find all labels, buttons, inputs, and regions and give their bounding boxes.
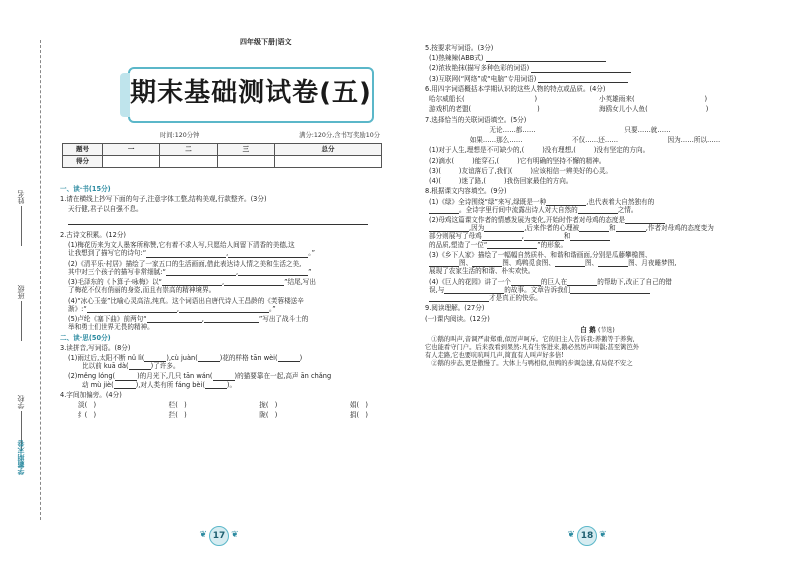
q8-text: ,因为 [469, 224, 485, 233]
q7-text: )友谊落后了,我们( [458, 166, 513, 175]
q6-item[interactable] [429, 105, 599, 113]
score-cell[interactable] [160, 156, 217, 168]
reading-title-text: 白 鹅 [580, 325, 596, 334]
school-label: 学校 [16, 395, 25, 409]
exam-meta [160, 132, 380, 140]
q8-text: 图、 [584, 259, 599, 268]
q8-text: (1)《绿》全诗围绕“绿”来写,绿既是一种 [429, 197, 547, 206]
conjunction-options [425, 136, 745, 144]
radical-item[interactable]: 陇( ) [259, 411, 278, 420]
q7-text: )没有理想,( [542, 146, 576, 155]
copy-text: 天行健,君子以自强不息。 [68, 205, 143, 214]
radical-grid [78, 411, 368, 419]
q8-1 [425, 198, 770, 214]
answer-blank[interactable] [228, 251, 308, 258]
q2-2-end: ” [308, 267, 312, 276]
q3-text: (1)雨过后,太阳不断 nǔ lì( [68, 353, 145, 362]
q2-5-text: (5)卢纶《塞下曲》前两句“ [68, 315, 147, 324]
q8-text: , [521, 232, 524, 241]
q8-text: 展现了农家生活的和谐、朴实欢快。 [429, 267, 535, 276]
q5-1 [425, 54, 770, 62]
score-info: 满分:120分,含书写奖励10分 [299, 132, 380, 139]
score-table-header [63, 144, 382, 156]
radical-char: 拢( [259, 401, 269, 410]
radical-item[interactable]: 娟( ) [349, 401, 368, 410]
q7-1 [425, 146, 770, 154]
q7-text: (3)( [429, 166, 441, 175]
q2-3-end: 了梅花不仅有俏丽的身姿,而且有崇高的精神境界。 [68, 286, 216, 295]
q7-text: )我伤回家最佳的方向。 [503, 177, 573, 186]
q8-4 [425, 278, 770, 303]
q2-1-prompt: 让我想到了描写它的诗句:“ [68, 249, 147, 258]
table-cell: 二 [160, 144, 217, 156]
q3-text: ),cù juàn( [166, 353, 198, 362]
reading-title [425, 326, 770, 335]
q3-text: ),对人类有所 fáng bèi( [135, 380, 205, 389]
class-blank[interactable] [21, 301, 22, 341]
conjunction-options [425, 126, 715, 134]
conjunction-option: 如果……那么…… [469, 136, 523, 145]
binding-cut-line [40, 40, 41, 520]
reading-passage [425, 336, 770, 367]
radical-grid [78, 401, 368, 409]
q8-text: 误,与 [429, 285, 445, 294]
q5-text: (1)热辣辣(ABB式) [429, 54, 484, 63]
page-number-value: 17 [209, 526, 229, 546]
q9-subsection: (一)课内阅读。(12分) [425, 314, 490, 323]
q2-2: (2)《清平乐·村居》描绘了一家五口的生活画面,借此表达诗人情之美和生活之美, 其中对三个孩子的描写非常细腻:“ , ” [68, 259, 312, 276]
radical-item[interactable]: 淡( ) [78, 401, 97, 410]
question-9: 9.阅读理解。(27分) [425, 304, 485, 313]
binding-strip [4, 40, 50, 520]
q8-text: 之情。 [617, 205, 638, 214]
radical-char: 娟( [349, 401, 360, 410]
q8-text: (4)《巨人的花园》讲了一个 [429, 277, 511, 286]
question-6: 6.用四字词语概括本学期认识的这些人物的特点或品质。(4分) [425, 84, 606, 93]
q2-1-text: (1)梅花历来为文人墨客所称赞,它有着不求人写,只愿给人间留下清香的美德,这 [68, 241, 295, 250]
q8-text: 和 [563, 232, 571, 241]
radical-item[interactable]: 栏( ) [168, 401, 187, 410]
radical-item[interactable]: 拢( ) [259, 401, 278, 410]
q7-text: )没有坚定的方向。 [593, 146, 650, 155]
q8-text: 和 [609, 224, 616, 233]
answer-blank[interactable] [224, 279, 284, 286]
radical-char: 淡( [78, 401, 88, 410]
title-banner [128, 67, 374, 123]
answer-blank[interactable] [114, 382, 136, 389]
answer-blank[interactable] [87, 306, 177, 313]
q7-text: (2)滴水( [429, 156, 455, 165]
answer-blank[interactable] [570, 287, 650, 294]
page-number-value: 18 [577, 526, 597, 546]
copy-line[interactable] [68, 218, 368, 225]
q7-3 [425, 167, 770, 175]
answer-blank[interactable] [567, 279, 597, 286]
radical-char: 陇( [259, 411, 269, 420]
conjunction-option: 因为……所以…… [667, 136, 721, 145]
q8-3 [425, 251, 770, 276]
q6-text: 哈尔威船长( [429, 95, 465, 104]
q8-text: ”的形象。 [537, 240, 568, 249]
passage-line: 它也能看守门户。后来我看到果然:凡有生客进来,鹅必然厉声叫嚣;甚至篱笆外 [425, 344, 640, 352]
q5-3 [425, 75, 770, 83]
grade-label: 四年级下册|语文 [240, 38, 292, 46]
right-questions [425, 44, 770, 368]
question-4: 4.字间加偏旁。(4分) [60, 390, 122, 399]
q2-3-text: (3)毛泽东的《卜算子·咏梅》以“ [68, 278, 162, 287]
q2-4-prompt: 渐》:“ [68, 304, 87, 313]
answer-blank[interactable] [511, 279, 541, 286]
page-number [189, 526, 249, 548]
leaf-icon: ❦ [599, 530, 607, 541]
q8-text: (2)母鸡这篇课文作者的情感发展为变化,开始时作者对母鸡的态度是 [429, 215, 626, 224]
q8-2 [425, 216, 770, 249]
q6-text: 游戏机的老盟( [429, 105, 472, 114]
answer-blank[interactable] [484, 225, 524, 232]
question-1: 1.请在横线上抄写下面的句子,注意字体工整,结构美观,行款整齐。(3分) [60, 195, 267, 204]
leaf-icon: ❦ [231, 530, 239, 541]
name-field[interactable] [4, 190, 38, 248]
answer-blank[interactable] [146, 251, 226, 258]
score-cell[interactable] [217, 156, 274, 168]
q6-item[interactable] [429, 95, 599, 103]
q2-4-text: (4)“冰心玉壶”比喻心灵高洁,纯真。这个词语出自唐代诗人王昌龄的《芙蓉楼送辛 [68, 296, 304, 305]
answer-blank[interactable] [578, 207, 618, 214]
passage-line: ①鹅的叫声,音调严肃郑重,似厉声呵斥。它的旧主人告诉我:养鹅等于养狗, [431, 336, 635, 344]
q2-2-text: (2)《清平乐·村居》描绘了一家五口的生活画面,借此表达诗人情之美和生活之美, [68, 259, 302, 268]
reading-note: (节选) [598, 326, 615, 334]
q6-text: ) [534, 95, 538, 104]
name-blank[interactable] [21, 206, 22, 246]
q3-text: )。 [226, 380, 237, 389]
conjunction-option: 无论……都…… [489, 125, 536, 134]
question-3: 3.读拼音,写词语。(8分) [60, 343, 131, 352]
answer-blank[interactable] [521, 232, 564, 241]
answer-blank[interactable] [147, 316, 202, 323]
q8-text: ,后来作者的心理被 [524, 224, 580, 233]
q2-4-end: 。” [268, 304, 276, 313]
q8-text: ,也代表着大自然独有的 [586, 197, 655, 206]
answer-blank[interactable] [482, 234, 522, 241]
q6-item[interactable] [599, 105, 708, 113]
q2-2-prompt: 其中对三个孩子的描写非常细腻:“ [68, 267, 166, 276]
q3-text: )了许多。 [150, 362, 180, 371]
q8-text: 图、 [459, 259, 473, 268]
name-label: 姓名 [16, 190, 25, 204]
q7-2 [425, 157, 770, 165]
answer-blank[interactable] [546, 199, 586, 206]
score-cell[interactable] [274, 156, 381, 168]
q2-1-end: 。” [308, 249, 315, 258]
conjunction-option: 不仅……还…… [571, 136, 619, 145]
radical-char: 纟( [78, 411, 88, 420]
q2-5-end: 举和勇士们世界无畏的精神。 [68, 323, 154, 332]
brand-label: 学霸期末卷 [16, 440, 25, 475]
answer-blank[interactable] [213, 374, 235, 381]
question-7: 7.选择恰当的关联词语填空。(5分) [425, 115, 527, 124]
answer-blank[interactable] [204, 316, 259, 323]
q8-text: 图、鸡鸭觅食图、 [502, 259, 555, 268]
q3-text: ) [299, 353, 303, 362]
q6-text: ) [537, 105, 540, 114]
answer-blank[interactable] [487, 242, 537, 249]
answer-blank[interactable] [429, 207, 459, 214]
score-table-row [63, 156, 382, 168]
answer-blank[interactable] [538, 76, 628, 83]
q6-text: ) [704, 95, 708, 104]
q7-text: (1)对于人生,理想是不可缺少的,( [429, 146, 525, 155]
page-title: 期末基础测试卷(五) [130, 78, 372, 108]
answer-blank[interactable] [486, 55, 606, 62]
class-field[interactable] [4, 285, 38, 343]
score-table [62, 143, 382, 168]
q3-text: )花的样格 tān wèi( [219, 353, 278, 362]
q3-text: )的月光下,几只 tān wán( [137, 372, 213, 381]
table-cell: 三 [217, 144, 274, 156]
q2-4: (4)“冰心玉壶”比喻心灵高洁,纯真。这个词语出自唐代诗人王昌龄的《芙蓉楼送辛 渐》:“ , 。” [68, 296, 304, 313]
answer-blank[interactable] [179, 306, 269, 313]
class-label: 班级 [16, 285, 25, 299]
radical-item[interactable]: 捐( ) [349, 411, 368, 420]
q3-text: 动 mù jiè( [82, 380, 114, 389]
page-number [557, 526, 617, 548]
left-questions [60, 185, 382, 422]
radical-char: 拦( [168, 411, 178, 420]
q2-5-mid: ”写出了战斗士的 [258, 315, 309, 324]
answer-blank[interactable] [238, 269, 308, 276]
q3-text: 比以前 kuā dà( [82, 362, 129, 371]
answer-blank[interactable] [598, 260, 628, 267]
q6-text: 小英雄雨来( [599, 95, 635, 104]
q3-1 [60, 354, 382, 370]
answer-blank[interactable] [531, 66, 631, 73]
q7-text: )它有明确的坚持不懈的精神。 [517, 156, 606, 165]
q7-text: )迷了路,( [458, 177, 486, 186]
q8-text: 的巨人在 [540, 277, 568, 286]
question-5: 5.按要求写词语。(3分) [425, 44, 494, 52]
q6-row [425, 105, 770, 113]
q7-text: )能穿石,( [472, 156, 500, 165]
q6-item[interactable] [599, 95, 707, 103]
answer-blank[interactable] [205, 382, 227, 389]
q5-text: (2)浓妆艳抹(描写多种色彩的词语) [429, 64, 530, 73]
radical-char: 栏( [168, 401, 178, 410]
table-cell: 题号 [63, 144, 103, 156]
question-2: 2.古诗文积累。(12分) [60, 230, 126, 239]
q5-text: (3)互联网(“网络”或“电脑”专用词语) [429, 74, 537, 83]
binding-brand [4, 440, 38, 475]
answer-blank[interactable] [570, 234, 610, 241]
conjunction-option: 只要……就…… [624, 125, 671, 134]
table-cell: 一 [103, 144, 160, 156]
answer-blank[interactable] [555, 260, 585, 267]
q7-4 [425, 177, 770, 185]
answer-blank[interactable] [129, 363, 151, 370]
q8-text: 才是真正的快乐。 [489, 294, 542, 303]
q2-3: (3)毛泽东的《卜算子·咏梅》以“ , ”结尾,写出 了梅花不仅有俏丽的身姿,而且有崇高的精神境界。 [68, 278, 316, 295]
q2-3-mid: ”结尾,写出 [284, 278, 316, 287]
answer-blank[interactable] [278, 355, 300, 362]
q6-row [425, 95, 770, 103]
q6-text: 海鸥女儿小人鱼( [599, 105, 648, 114]
q8-text: 的品质,塑造了一位“ [429, 240, 488, 249]
right-page [397, 0, 794, 562]
section-header: 一、读·书(15分) [60, 185, 111, 193]
radical-char: 捐( [349, 411, 360, 420]
passage-line: ②鹅的步态,更是傲慢了。大体上与鸭相似,但鸭的步调急速,有局促不安之 [431, 359, 633, 367]
leaf-icon: ❦ [567, 530, 575, 541]
q8-text: 的故事。文章告诉我们 [504, 285, 571, 294]
table-cell: 总分 [274, 144, 381, 156]
q3-text: )的猫要靠在一起,高声 [234, 372, 299, 381]
question-8: 8.根据课文内容填空。(9分) [425, 187, 507, 196]
q3-text: (2)měng lóng( [68, 372, 116, 381]
q7-text: (4)( [429, 177, 441, 186]
q5-2 [425, 64, 770, 72]
q6-text: ) [705, 105, 709, 114]
answer-blank[interactable] [429, 295, 489, 302]
q8-text: 图、月夜睡梦图, [628, 259, 677, 268]
answer-blank[interactable] [579, 225, 609, 232]
radical-item[interactable]: 拦( ) [168, 411, 187, 420]
section-header: 二、读·思(50分) [60, 333, 111, 342]
q3-2 [60, 372, 382, 388]
radical-item[interactable]: 纟( ) [78, 411, 97, 420]
leaf-icon: ❦ [199, 530, 207, 541]
q8-text: 部分则展写了母鸡 [429, 232, 482, 241]
q2-1: (1)梅花历来为文人墨客所称赞,它有着不求人写,只愿给人间留下清香的美德,这 让我想到了描写它的诗句:“ , 。” [68, 241, 315, 258]
q2-5: (5)卢纶《塞下曲》前两句“ , ”写出了战斗士的 举和勇士们世界无畏的精神。 [68, 315, 309, 332]
q8-text: (3)《乡下人家》描绘了一幅幅自然质朴、和谐和谐画面,分别是瓜藤攀檐图、 [429, 250, 652, 259]
q8-text: 的帮助下,改正了自己的错 [597, 277, 672, 286]
answer-blank[interactable] [166, 269, 236, 276]
time-limit: 时间:120分钟 [160, 132, 200, 139]
q8-text: 。全诗字里行间中流露出诗人对大自然的 [459, 205, 578, 214]
answer-blank[interactable] [115, 374, 137, 381]
answer-blank[interactable] [616, 225, 646, 232]
answer-blank[interactable] [198, 355, 220, 362]
q7-text: )应该相信一辨美好的心灵。 [530, 166, 613, 175]
score-cell[interactable] [103, 156, 160, 168]
q3-pinyin: ān chǎng [300, 372, 332, 381]
q8-text: ,作者对母鸡的态度变为 [645, 224, 714, 233]
table-cell: 得分 [63, 156, 103, 168]
passage-line: 有人走路,它也要吭吭叫几声,简直有人叫声好多倍! [425, 352, 564, 360]
